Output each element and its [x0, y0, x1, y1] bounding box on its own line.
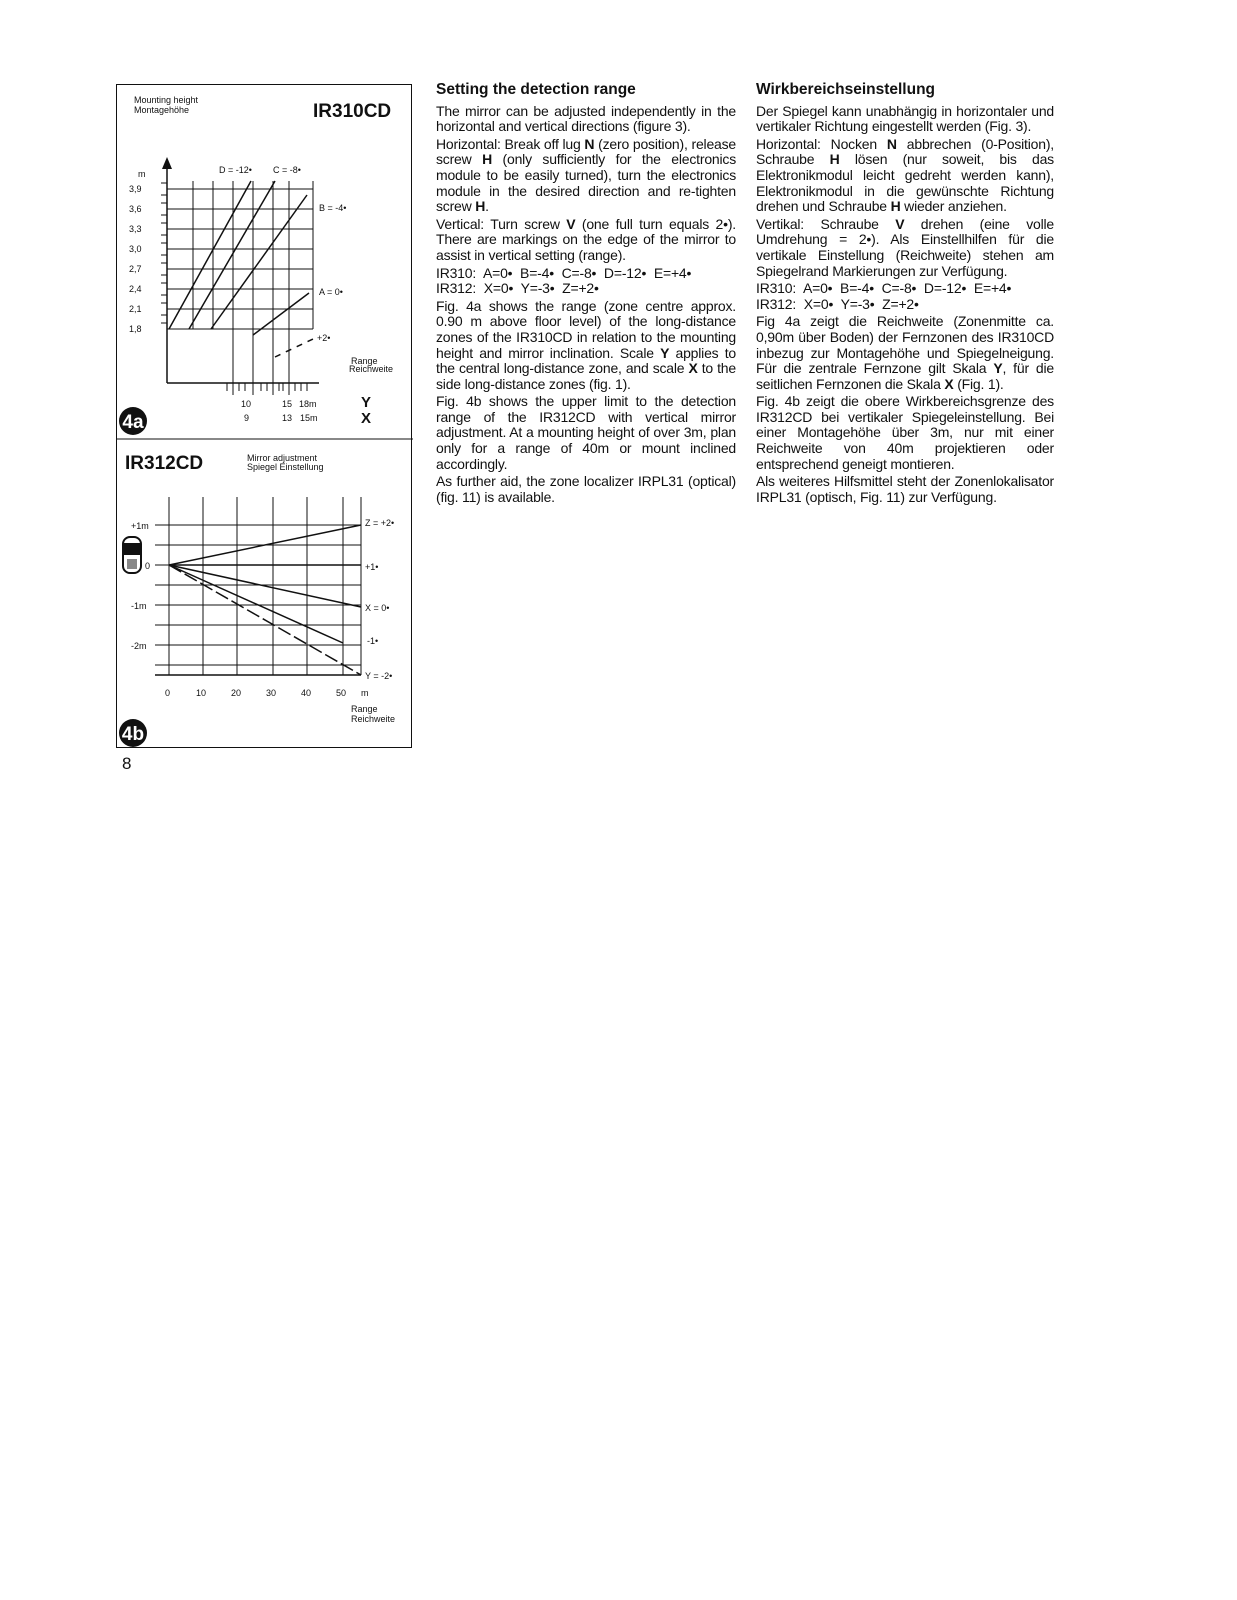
fig4b-y-tick: 0: [145, 561, 151, 571]
figure-svg: [117, 85, 413, 749]
german-paragraph-6: Als weiteres Hilfsmittel steht der Zonenlokalisator IRPL31 (optisch, Fig. 11) zur Verfügung.: [756, 473, 1054, 505]
german-paragraph-3: Vertikal: Schraube V drehen (eine volle Umdrehung = 2•). Als Einstellhilfen für die vertikale Einstellung (Reichweite) stehen am Spiegelrand Markierungen zur Verfügung.: [756, 215, 1054, 279]
fig4a-line-c: [189, 181, 275, 329]
fig4a-scale-x-letter: X: [361, 410, 372, 427]
detector-icon: [123, 537, 141, 573]
fig4a-y-minor-ticks: [161, 183, 167, 323]
fig4b-title-de: Spiegel Einstellung: [247, 462, 324, 472]
fig4b-line-y: [169, 565, 361, 675]
fig4a-line-e: [275, 339, 313, 357]
english-paragraph-4: Fig. 4a shows the range (zone centre approx. 0.90 m above floor level) of the long-distance zones of the IR310CD in relation to the mounting height and mirror inclination. Scale Y applies to the central long-distance zone, and scale X to the side long-distance zones (fig. 1).: [436, 297, 736, 392]
fig4a-y-tick: 2,1: [129, 304, 142, 314]
fig4a-range-label-en: Range: [351, 356, 378, 366]
fig4b-label-y: Y = -2•: [365, 671, 393, 681]
fig4a-scale-y-letter: Y: [361, 394, 372, 411]
fig4b-x-tick: 20: [231, 688, 242, 698]
fig4b-model: IR312CD: [125, 453, 204, 474]
fig4b-x-tick: 50: [336, 688, 347, 698]
fig4a-label-c: C = -8•: [273, 165, 301, 175]
english-paragraph-3: Vertical: Turn screw V (one full turn equals 2•). There are markings on the edge of the mirror to assist in vertical setting (range).: [436, 215, 736, 263]
fig4b-title-en: Mirror adjustment: [247, 453, 318, 463]
fig4b-y-tick: -2m: [131, 641, 147, 651]
german-paragraph-5: Fig. 4b zeigt die obere Wirkbereichsgrenze des IR312CD bei vertikaler Spiegeleinstellung. Bei einer Montagehöhe über 3m, nur mit einer Reichweite von 40m projektieren oder entsprechend geneigt montieren.: [756, 393, 1054, 472]
fig4a-scale-x-value: 13: [282, 413, 293, 423]
english-codes-ir310: IR310: A=0• B=-4• C=-8• D=-12• E=+4•: [436, 264, 692, 281]
german-paragraph-2: Horizontal: Nocken N abbrechen (0-Position), Schraube H lösen (nur soweit, bis das Elektronikmodul leicht gedreht werden kann), Elektronikmodul in die gewünschte Richtung drehen und Schraube H wieder anziehen.: [756, 135, 1054, 215]
fig4a-y-tick: 3,3: [129, 224, 142, 234]
german-paragraph-4: Fig 4a zeigt die Reichweite (Zonenmitte ca. 0,90m über Boden) der Fernzonen des IR310CD inbezug zur Montagehöhe und Spiegelneigung. Für die zentrale Fernzone gilt Skala Y, für die seitlichen Fernzonen die Skala X (Fig. 1).: [756, 313, 1054, 392]
fig4a-axis-title-en: Mounting height: [134, 95, 199, 105]
fig4b-x-unit: m: [361, 688, 369, 698]
fig4a-y-tick: 2,4: [129, 284, 142, 294]
fig4a-y-tick: 2,7: [129, 264, 142, 274]
fig4a-label-e: +2•: [317, 333, 331, 343]
fig4a-label-d: D = -12•: [219, 165, 252, 175]
fig4b-label-x: X = 0•: [365, 603, 390, 613]
figure-box: [116, 84, 412, 748]
fig4a-badge: [119, 407, 147, 435]
fig4b-range-label-en: Range: [351, 704, 378, 714]
fig4b-x-tick: 0: [165, 688, 171, 698]
fig4b-range-label-de: Reichweite: [351, 714, 396, 724]
fig4a-y-unit: m: [138, 169, 146, 179]
german-paragraph-1: Der Spiegel kann unabhängig in horizontaler und vertikaler Richtung eingestellt werden (Fig. 3).: [756, 102, 1054, 135]
fig4a-number: 4a: [122, 412, 144, 433]
fig4a-axis-title-de: Montagehöhe: [134, 105, 190, 115]
fig4b-label-plus1: +1•: [365, 562, 379, 572]
fig4b-x-tick: 40: [301, 688, 312, 698]
fig4a-range-label-de: Reichweite: [349, 364, 394, 374]
fig4a-label-b: B = -4•: [319, 203, 347, 213]
english-column: [436, 82, 736, 507]
german-heading: Wirkbereichseinstellung: [756, 81, 936, 98]
fig4a-y-arrow: [162, 157, 172, 169]
fig4a-x-minor-ticks: [227, 383, 307, 391]
fig4b-y-tick: +1m: [131, 521, 149, 531]
fig4a-scale-x-value: 9: [244, 413, 250, 423]
fig4a-y-tick: 1,8: [129, 324, 142, 334]
fig4b-label-minus1: -1•: [367, 636, 379, 646]
fig4a-scale-y-value: 15: [282, 399, 293, 409]
fig4a-y-tick: 3,6: [129, 204, 142, 214]
english-paragraph-6: As further aid, the zone localizer IRPL31 (optical) (fig. 11) is available.: [436, 473, 736, 505]
fig4b-y-tick: -1m: [131, 601, 147, 611]
fig4a-model: IR310CD: [313, 101, 392, 122]
fig4a-label-a: A = 0•: [319, 287, 343, 297]
english-codes-ir312: IR312: X=0• Y=-3• Z=+2•: [436, 280, 599, 297]
fig4b-x-tick: 30: [266, 688, 277, 698]
fig4b-badge: [119, 719, 147, 747]
fig4a-scale-y-value: 18m: [299, 399, 317, 409]
german-column: [756, 82, 1054, 507]
page-number: 8: [122, 754, 132, 773]
english-paragraph-1: The mirror can be adjusted independently in the horizontal and vertical directions (figure 3).: [436, 102, 736, 135]
fig4b-grid: [155, 497, 361, 675]
fig4b-number: 4b: [121, 724, 145, 745]
fig4b-label-z: Z = +2•: [365, 518, 395, 528]
fig4b-line-minus1: [169, 565, 343, 643]
german-codes-ir312: IR312: X=0• Y=-3• Z=+2•: [756, 295, 919, 312]
fig4b-x-tick: 10: [196, 688, 207, 698]
fig4a-scale-x-value: 15m: [300, 413, 318, 423]
fig4a-y-tick: 3,9: [129, 184, 142, 194]
fig4a-scale-y-value: 10: [241, 399, 252, 409]
german-codes-ir310: IR310: A=0• B=-4• C=-8• D=-12• E=+4•: [756, 280, 1012, 297]
english-heading: Setting the detection range: [436, 81, 636, 98]
fig4a-line-d: [169, 181, 251, 329]
fig4b-line-x: [169, 565, 361, 607]
fig4a-y-tick: 3,0: [129, 244, 142, 254]
english-paragraph-2: Horizontal: Break off lug N (zero position), release screw H (only sufficiently for the electronics module to be easily turned), turn the electronics module in the desired direction and re-tighten screw H.: [436, 135, 737, 215]
english-paragraph-5: Fig. 4b shows the upper limit to the detection range of the IR312CD with vertical mirror adjustment. At a mounting height of over 3m, plan only for a range of 40m or mount inclined accordingly.: [436, 393, 736, 472]
